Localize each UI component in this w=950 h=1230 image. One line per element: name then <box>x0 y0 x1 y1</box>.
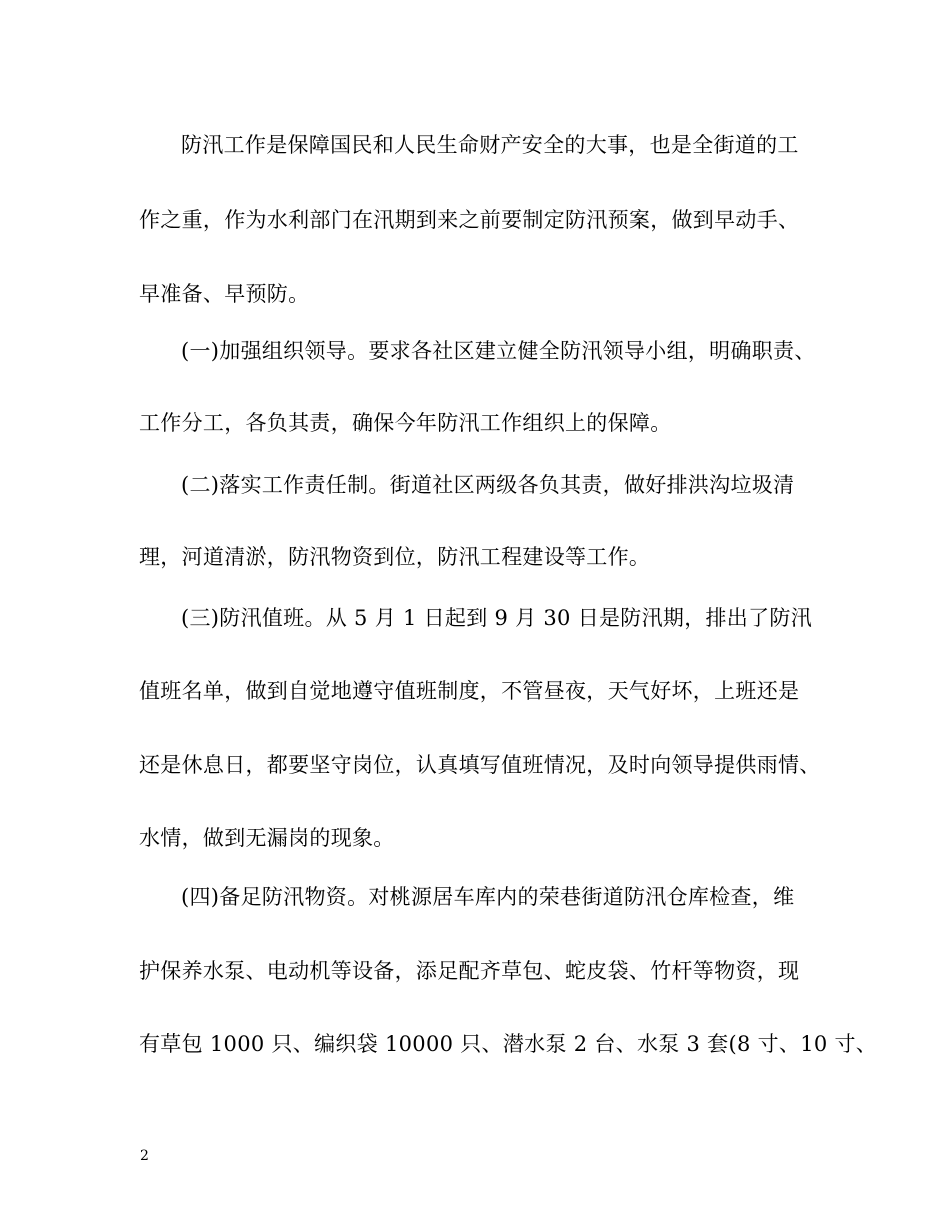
paragraph-line: 理，河道清淤，防汛物资到位，防汛工程建设等工作。 <box>139 545 651 569</box>
paragraph-line: 防汛工作是保障国民和人民生命财产安全的大事，也是全街道的工 <box>181 133 799 157</box>
paragraph-line: (三)防汛值班。从 5 月 1 日起到 9 月 30 日是防汛期，排出了防汛 <box>181 606 812 630</box>
paragraph-line: (二)落实工作责任制。街道社区两级各负其责，做好排洪沟垃圾清 <box>181 473 795 497</box>
paragraph-line: 还是休息日，都要坚守岗位，认真填写值班情况，及时向领导提供雨情、 <box>139 753 821 777</box>
paragraph-line: 护保养水泵、电动机等设备，添足配齐草包、蛇皮袋、竹杆等物资，现 <box>139 959 800 983</box>
paragraph-line: 水情，做到无漏岗的现象。 <box>139 826 395 850</box>
paragraph-line: 有草包 1000 只、编织袋 10000 只、潜水泵 2 台、水泵 3 套(8 寸、10 寸、 <box>139 1032 878 1056</box>
page-number: 2 <box>140 1148 149 1164</box>
paragraph-line: 值班名单，做到自觉地遵守值班制度，不管昼夜，天气好坏，上班还是 <box>139 679 800 703</box>
paragraph-line: (四)备足防汛物资。对桃源居车库内的荣巷街道防汛仓库检查，维 <box>181 885 795 909</box>
paragraph-line: 作之重，作为水利部门在汛期到来之前要制定防汛预案，做到早动手、 <box>139 208 800 232</box>
paragraph-line: 早准备、早预防。 <box>139 282 310 306</box>
paragraph-line: 工作分工，各负其责，确保今年防汛工作组织上的保障。 <box>139 411 672 435</box>
paragraph-line: (一)加强组织领导。要求各社区建立健全防汛领导小组，明确职责、 <box>181 339 816 363</box>
